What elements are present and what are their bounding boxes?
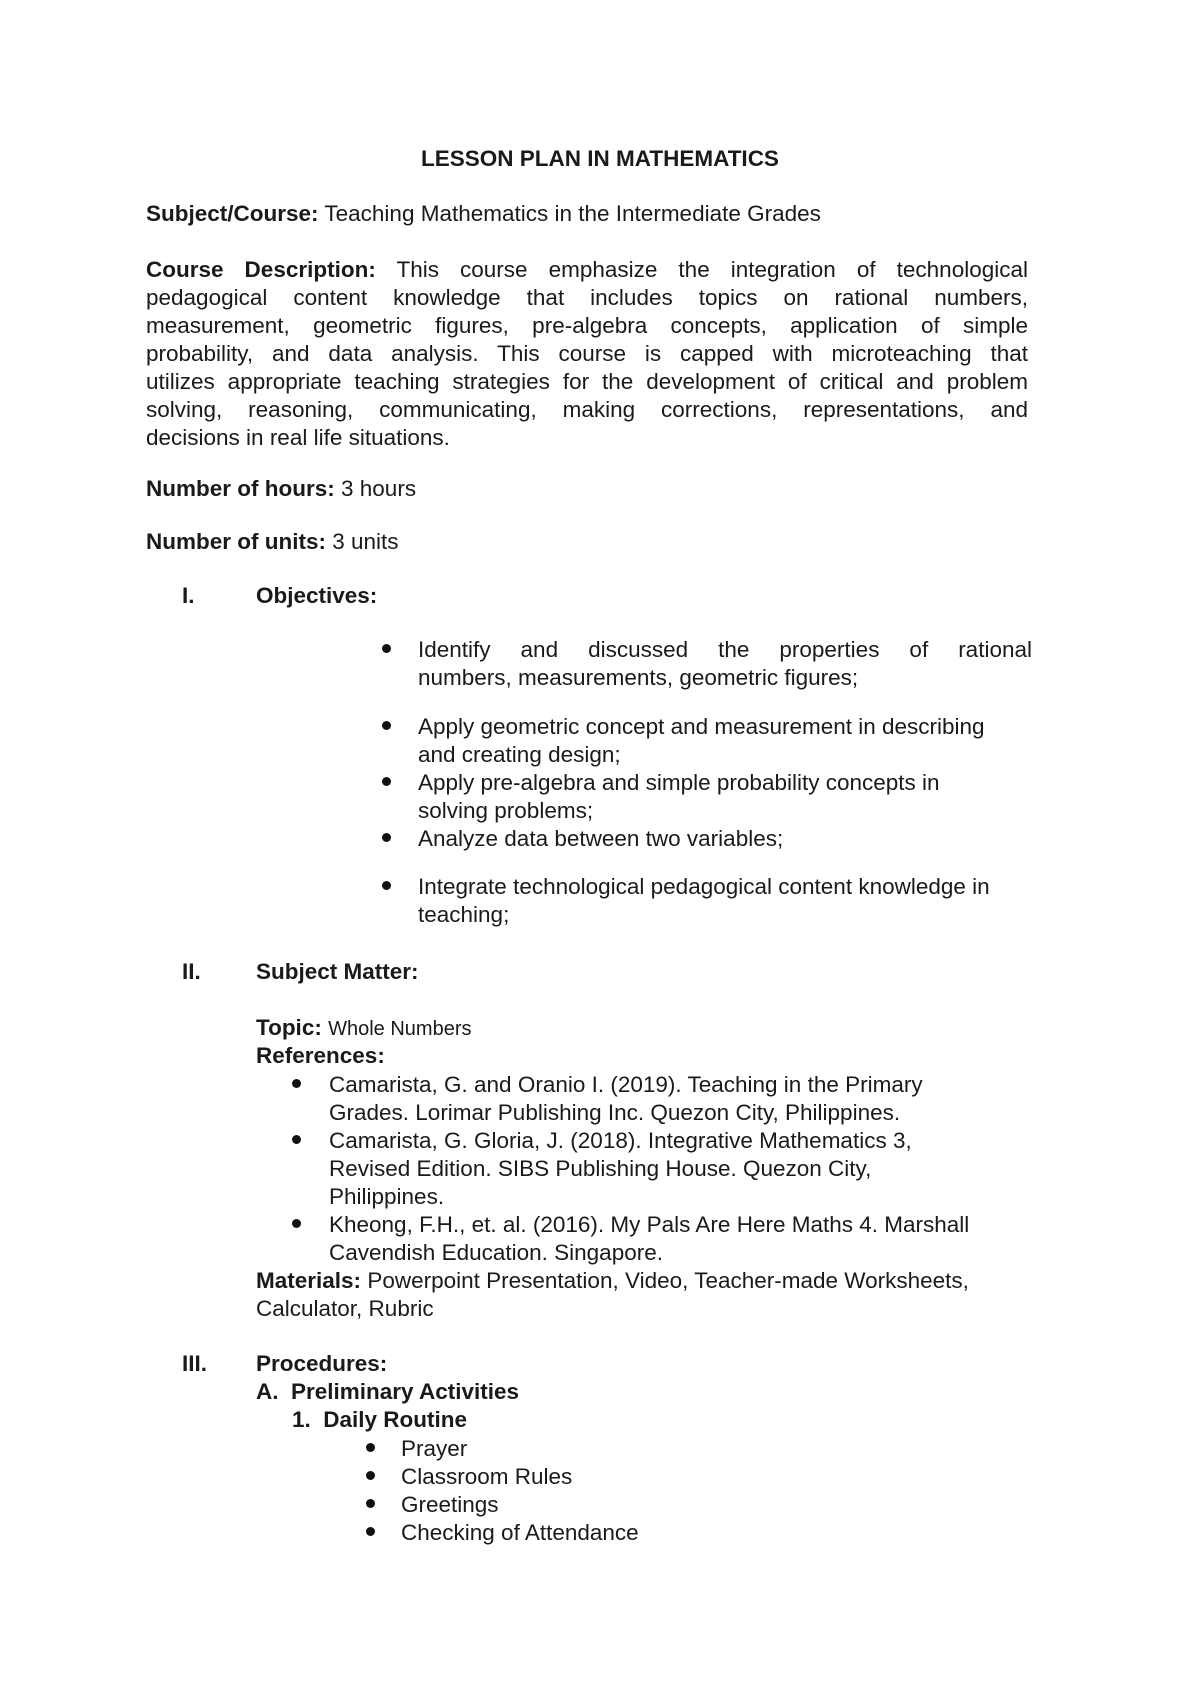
- topic-value: Whole Numbers: [328, 1018, 472, 1040]
- routine-item: Prayer: [401, 1436, 468, 1461]
- subject-line: [146, 201, 821, 227]
- description-line: measurement, geometric figures, pre-algebra concepts, application of simple: [146, 313, 1028, 338]
- section-2-numeral: II.: [182, 959, 201, 984]
- routine-item: Classroom Rules: [401, 1464, 573, 1489]
- hours-line: [146, 476, 416, 502]
- description-line: decisions in real life situations.: [146, 425, 450, 450]
- bullet-icon: [382, 721, 391, 730]
- units-label: Number of units:: [146, 529, 326, 554]
- reference-item: Camarista, G. Gloria, J. (2018). Integrative Mathematics 3, Revised Edition. SIBS Publishing House. Quezon City, Philippines.: [329, 1128, 912, 1209]
- subsection-1: 1. Daily Routine: [292, 1407, 468, 1432]
- subject-label: Subject/Course:: [146, 201, 319, 226]
- topic-line: [256, 1015, 471, 1041]
- subsection-a: A. Preliminary Activities: [256, 1379, 520, 1404]
- section-3-heading: Procedures:: [256, 1351, 388, 1376]
- section-3-numeral: III.: [182, 1351, 208, 1376]
- bullet-icon: [382, 833, 391, 842]
- references-label: References:: [256, 1043, 385, 1068]
- topic-label: Topic:: [256, 1015, 322, 1040]
- section-1-numeral: I.: [182, 583, 195, 608]
- bullet-icon: [382, 881, 391, 890]
- routine-item: Checking of Attendance: [401, 1520, 639, 1545]
- section-2-heading: Subject Matter:: [256, 959, 419, 984]
- objective-item: Apply pre-algebra and simple probability concepts in solving problems;: [418, 770, 940, 823]
- units-line: [146, 529, 399, 555]
- bullet-icon: [366, 1443, 375, 1452]
- bullet-icon: [382, 777, 391, 786]
- bullet-icon: [366, 1499, 375, 1508]
- objective-item: Analyze data between two variables;: [418, 826, 784, 851]
- materials-label: Materials:: [256, 1268, 362, 1293]
- units-value: 3 units: [332, 529, 399, 554]
- course-description: [146, 256, 1028, 452]
- description-line: solving, reasoning, communicating, making corrections, representations, and: [146, 397, 1028, 422]
- bullet-icon: [292, 1135, 301, 1144]
- objective-item: Integrate technological pedagogical content knowledge in teaching;: [418, 874, 990, 927]
- description-line: Course Description: This course emphasize the integration of technological: [146, 257, 1028, 282]
- page-title: LESSON PLAN IN MATHEMATICS: [421, 146, 779, 171]
- routine-item: Greetings: [401, 1492, 499, 1517]
- section-1-heading: Objectives:: [256, 583, 378, 608]
- hours-label: Number of hours:: [146, 476, 335, 501]
- bullet-icon: [366, 1527, 375, 1536]
- subject-value: Teaching Mathematics in the Intermediate Grades: [324, 201, 821, 226]
- bullet-icon: [292, 1219, 301, 1228]
- reference-item: Kheong, F.H., et. al. (2016). My Pals Are Here Maths 4. Marshall Cavendish Education. Singapore.: [329, 1212, 970, 1265]
- description-line: pedagogical content knowledge that includes topics on rational numbers,: [146, 285, 1028, 310]
- objective-item: Apply geometric concept and measurement in describing and creating design;: [418, 714, 985, 767]
- bullet-icon: [382, 644, 391, 653]
- objective-item: Identify and discussed the properties of rational numbers, measurements, geometric figures;: [418, 637, 1032, 690]
- description-label: Course Description:: [146, 257, 376, 282]
- hours-value: 3 hours: [341, 476, 417, 501]
- materials-block: Materials: Powerpoint Presentation, Video, Teacher-made Worksheets, Calculator, Rubric: [256, 1268, 969, 1321]
- description-line: probability, and data analysis. This course is capped with microteaching that: [146, 341, 1028, 366]
- description-line: utilizes appropriate teaching strategies for the development of critical and problem: [146, 369, 1028, 394]
- bullet-icon: [366, 1471, 375, 1480]
- bullet-icon: [292, 1079, 301, 1088]
- reference-item: Camarista, G. and Oranio I. (2019). Teaching in the Primary Grades. Lorimar Publishing Inc. Quezon City, Philippines.: [329, 1072, 923, 1125]
